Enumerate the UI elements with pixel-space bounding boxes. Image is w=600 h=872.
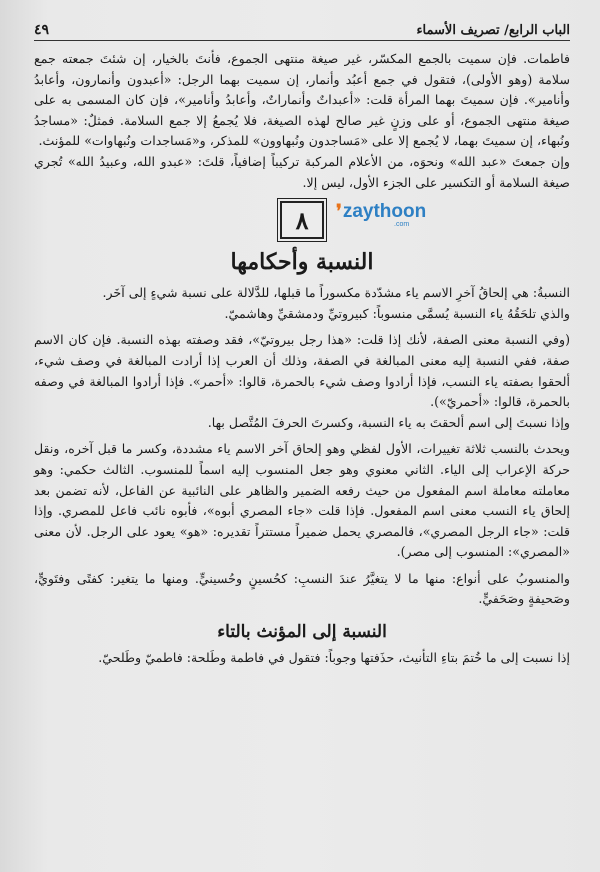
zaythoon-logo (336, 201, 427, 229)
nisba-kasra-paragraph: وإذا نسبتَ إلى اسم ألحقتَ به ياء النسبة، وكسرتَ الحرفَ المُتَّصل بها. (207, 414, 570, 430)
intro-paragraph: فاطمات. فإن سميت بالجمع المكسّر، غير صيغة منتهى الجموع، فأنتَ بالخيار، إن شئتَ جمعته جمع سلامة (وهو الأولى)، فتقول في جمع أعبُد وأنمار، إن سميت بهما الرجل: «أعبدون وأنمارون، وأعابدُ وأنامير». فإن سميتَ بهما المرأة قلت: «أعبداتٌ وأنماراتٌ، وأعابدُ وأنامير»، فإن كان المسمى به على صيغة منتهى الجموع، أو على وزنٍ غير صالح لهذه الصيغة، فلا يُجمعُ إلا جمع السلامة. فمثلٌ: «مساجدُ ونُبهاء، إن سميتَ بهما، لا يُجمع إلا على «مَساجدون ونُبهاوون» للمذكر، و«مَساجدات ونُبهاوات» للمؤنث. (34, 51, 570, 149)
logo-leaf-icon: ❜ (336, 201, 342, 223)
feminine-rule-paragraph: إذا نسبت إلى ما خُتمَ بتاءِ التأنيث، حذَفتها وجوباً: فتقول في فاطمة وطَلحة: فاطميّ وطَلحيّ. (98, 650, 570, 666)
logo-brand-text: zaythoon (342, 201, 427, 223)
compound-names-paragraph: وإن جمعتَ «عبد الله» ونحوَه، من الأعلام المركبة تركيباً إضافياً، قلتَ: «عبدو الله، وعبيدُ الله» تُجري صيغة السلامة أو التكسير على الجزء الأول، ليس إلا. (34, 153, 570, 190)
section-marker-row (34, 199, 570, 243)
nisba-changes-paragraph: ويحدث بالنسب ثلاثة تغييرات، الأول لفظي وهو إلحاق آخر الاسم ياء مشددة، وكسر ما قبل آخره، ونقل حركة الإعراب إلى الياء. الثاني معنوي وهو جعل المنسوب إليه اسماً للمنسوب. الثالث حكمي: وهو معاملته معاملة اسم المفعول من حيث رفعه الضمير والظاهر على النائبية عن الفاعل، لأنه تضمن بعد إلحاق ياء النسب معنى اسم المفعول. فإذا قلت «جاء المصري أبوه»، فأبوه نائب فاعل للمصري. وإذا قلت: «جاء الرجل المصري»، فالمصري يحمل ضميراً مستتراً تقديره: «هو» يعود على الرجل. لأن معنى «المصري»: المنسوب إلى مصر). (34, 441, 570, 560)
page-number: ٤٩ (34, 22, 50, 38)
section-title: النسبة وأحكامها (230, 249, 374, 276)
nisba-named-paragraph: والذي تلحَقُهُ ياء النسبة يُسمَّى منسوباً: كبيروتيِّ ودمشقيِّ وهاشميّ. (224, 305, 570, 321)
chapter-running-title: الباب الرابع/ تصريف الأسماء (416, 23, 570, 38)
running-header (34, 14, 570, 41)
logo-domain-text: .com (394, 221, 410, 229)
section-number-box: ٨ (280, 201, 324, 239)
subsection-title: النسبة إلى المؤنث بالتاء (217, 622, 387, 643)
nisba-definition: النسبةُ: هي إلحاقُ آخرِ الاسم ياء مشدّدة مكسوراً ما قبلها، للدَّلالة على نسبة شيءٍ إلى آخَر. (102, 285, 570, 301)
nisba-adjective-paragraph: (وفي النسبة معنى الصفة، لأنك إذا قلت: «هذا رجل بيروتيّ»، فقد وصفته بهذه النسبة. فإن كان الاسم صفة، ففي النسبة إليه معنى المبالغة في الصفة، وذلك أن العرب إذا أرادت المبالغة في وصف شيء، ألحقوا بصفته ياء النسب، فإذا أرادوا وصف شيء بالحمرة، قالوا: «أحمر». فإذا أرادوا المبالغة في وصفه بالحمرة، قالوا: «أحمريّ»). (34, 332, 570, 410)
nisba-types-paragraph: والمنسوبُ على أنواع: منها ما لا يتغيَّرُ عندَ النسبِ: كحُسينٍ وحُسينيٍّ. ومنها ما يتغير: كفتًى وفتَويٍّ، وصَحيفةٍ وصَحَفيٍّ. (34, 570, 570, 607)
